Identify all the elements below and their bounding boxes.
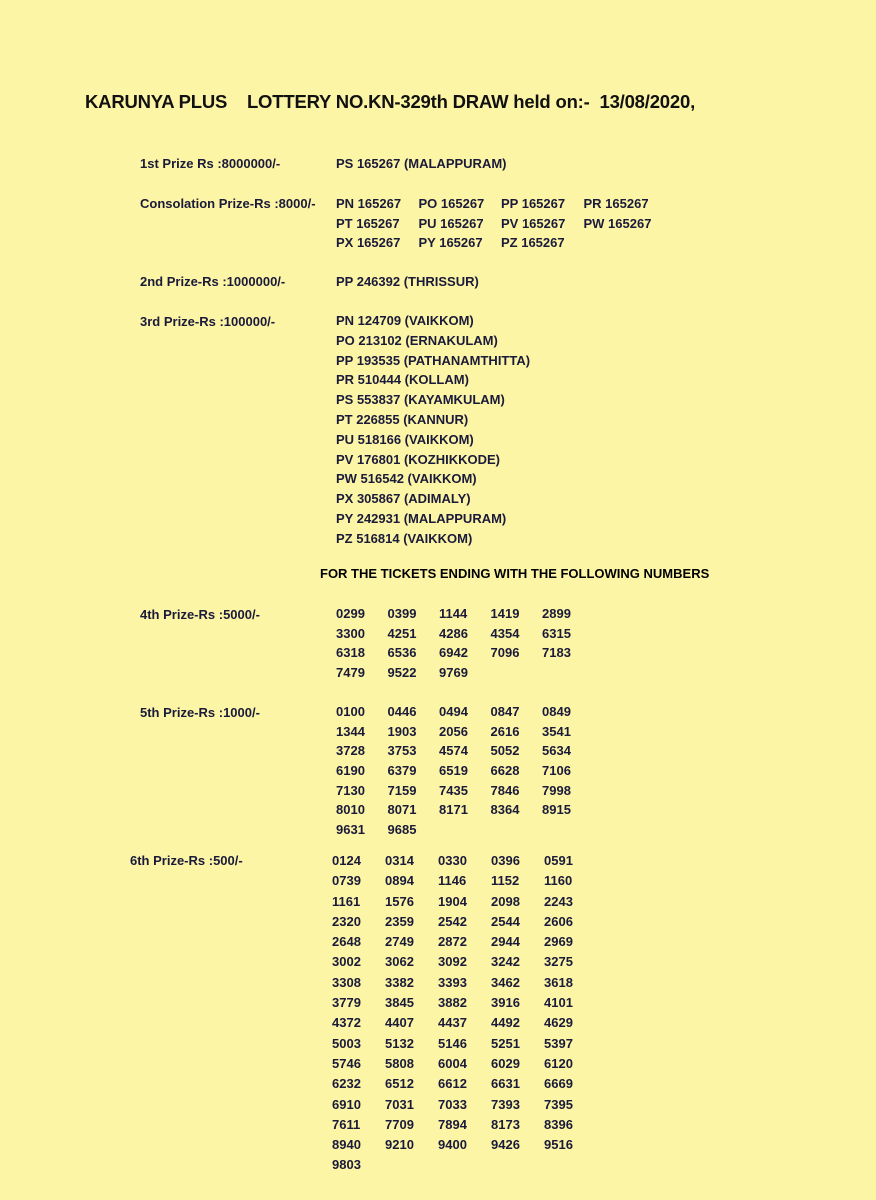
sixth-prize-number: 1576 <box>385 893 414 909</box>
fifth-prize-number: 7130 <box>336 782 365 798</box>
fourth-prize-number: 6942 <box>439 645 468 661</box>
fourth-prize-number: 1419 <box>490 606 520 621</box>
fourth-prize-number: 2899 <box>542 606 571 621</box>
sixth-prize-number: 3393 <box>438 974 467 990</box>
sixth-prize-number: 7033 <box>438 1096 467 1112</box>
consolation-ticket: PU 165267 <box>418 215 484 231</box>
third-prize-ticket: PN 124709 (VAIKKOM) <box>336 313 474 328</box>
fifth-prize-number: 2056 <box>439 723 468 739</box>
fourth-prize-number: 6318 <box>336 645 365 661</box>
sixth-prize-number: 1161 <box>332 893 361 909</box>
fifth-prize-number: 0494 <box>439 704 468 719</box>
sixth-prize-number: 0330 <box>438 853 467 868</box>
fourth-prize-number: 6315 <box>542 625 571 641</box>
third-prize-ticket: PY 242931 (MALAPPURAM) <box>336 510 507 526</box>
consolation-ticket-list <box>336 194 666 253</box>
third-prize-ticket: PU 518166 (VAIKKOM) <box>336 431 474 447</box>
sixth-prize-label: 6th Prize-Rs :500/- <box>130 853 243 868</box>
fourth-prize-number: 1144 <box>439 606 468 621</box>
sixth-prize-number: 3308 <box>332 974 361 990</box>
sixth-prize-number: 0314 <box>385 853 414 868</box>
sixth-prize-number: 5146 <box>438 1035 467 1051</box>
fifth-prize-number: 0849 <box>542 704 571 719</box>
fourth-prize-number: 4251 <box>387 625 417 641</box>
sixth-prize-number: 4492 <box>491 1015 520 1031</box>
fourth-prize-number: 7096 <box>490 645 520 661</box>
sixth-prize-number: 2542 <box>438 913 467 929</box>
sixth-prize-number: 9210 <box>385 1137 414 1153</box>
sixth-prize-number: 3618 <box>544 974 573 990</box>
fifth-prize-number: 7435 <box>439 782 468 798</box>
fifth-prize-number: 1903 <box>387 723 417 739</box>
sixth-prize-number: 4629 <box>544 1015 573 1031</box>
sixth-prize-number: 2606 <box>544 913 573 929</box>
fifth-prize-number: 7106 <box>542 763 571 779</box>
sixth-prize-number: 6004 <box>438 1055 467 1071</box>
fifth-prize-number: 1344 <box>336 723 365 739</box>
sixth-prize-number: 6669 <box>544 1076 573 1092</box>
fifth-prize-number: 6190 <box>336 763 365 779</box>
fifth-prize-number: 7159 <box>387 782 417 798</box>
third-prize-ticket: PX 305867 (ADIMALY) <box>336 491 471 507</box>
sixth-prize-number: 7395 <box>544 1096 573 1112</box>
third-prize-ticket: PW 516542 (VAIKKOM) <box>336 471 477 487</box>
sixth-prize-number: 2969 <box>544 934 573 950</box>
sixth-prize-number: 5397 <box>544 1035 573 1051</box>
sixth-prize-number: 2359 <box>385 913 414 929</box>
sixth-prize-number: 9400 <box>438 1137 467 1153</box>
consolation-ticket: PT 165267 <box>336 215 400 231</box>
second-prize-label: 2nd Prize-Rs :1000000/- <box>140 274 286 289</box>
sixth-prize-number: 6612 <box>438 1076 467 1092</box>
fifth-prize-number: 8915 <box>542 802 571 818</box>
sixth-prize-number: 5746 <box>332 1055 361 1071</box>
consolation-ticket: PX 165267 <box>336 235 401 251</box>
fourth-prize-label: 4th Prize-Rs :5000/- <box>140 607 260 622</box>
sixth-prize-number: 4407 <box>385 1015 414 1031</box>
sixth-prize-number: 3462 <box>491 974 520 990</box>
sixth-prize-number: 6120 <box>544 1055 573 1071</box>
third-prize-ticket: PP 193535 (PATHANAMTHITTA) <box>336 352 531 368</box>
sixth-prize-number: 0124 <box>332 853 361 868</box>
page-title: KARUNYA PLUS LOTTERY NO.KN-329th DRAW held on:- 13/08/2020, <box>85 91 696 112</box>
second-prize-value: PP 246392 (THRISSUR) <box>336 274 479 289</box>
fifth-prize-number: 2616 <box>490 723 520 739</box>
sixth-prize-number: 6631 <box>491 1076 520 1092</box>
ending-numbers-note: FOR THE TICKETS ENDING WITH THE FOLLOWING NUMBERS <box>320 566 710 581</box>
sixth-prize-number: 0591 <box>544 853 573 868</box>
sixth-prize-number: 0396 <box>491 853 520 868</box>
fourth-prize-number: 7479 <box>336 665 365 681</box>
sixth-prize-number: 2944 <box>491 934 520 950</box>
sixth-prize-number: 3242 <box>491 954 520 970</box>
fifth-prize-number: 5634 <box>542 743 571 759</box>
first-prize-label: 1st Prize Rs :8000000/- <box>140 156 281 171</box>
sixth-prize-number: 5808 <box>385 1055 414 1071</box>
fifth-prize-number-grid <box>336 702 594 840</box>
sixth-prize-number: 0739 <box>332 873 361 889</box>
sixth-prize-number: 2648 <box>332 934 361 950</box>
fourth-prize-number: 9522 <box>387 665 417 681</box>
fifth-prize-number: 3728 <box>336 743 365 759</box>
sixth-prize-number: 1904 <box>438 893 467 909</box>
consolation-ticket: PO 165267 <box>418 196 485 211</box>
fifth-prize-number: 4574 <box>439 743 468 759</box>
sixth-prize-number: 3002 <box>332 954 361 970</box>
sixth-prize-number: 2098 <box>491 893 520 909</box>
fifth-prize-number: 3753 <box>387 743 417 759</box>
third-prize-ticket: PO 213102 (ERNAKULAM) <box>336 332 498 348</box>
consolation-ticket: PV 165267 <box>501 215 566 231</box>
sixth-prize-number: 3092 <box>438 954 467 970</box>
fifth-prize-label: 5th Prize-Rs :1000/- <box>140 705 260 720</box>
fifth-prize-number: 0847 <box>490 704 520 719</box>
sixth-prize-number: 3845 <box>385 995 414 1011</box>
sixth-prize-number: 2544 <box>491 913 520 929</box>
sixth-prize-number: 3882 <box>438 995 467 1011</box>
sixth-prize-number: 2320 <box>332 913 361 929</box>
sixth-prize-number: 6232 <box>332 1076 361 1092</box>
third-prize-ticket: PZ 516814 (VAIKKOM) <box>336 530 473 546</box>
sixth-prize-number: 1160 <box>544 873 573 889</box>
fourth-prize-number: 3300 <box>336 625 365 641</box>
fourth-prize-number: 0399 <box>387 606 417 621</box>
sixth-prize-number: 1146 <box>438 873 467 889</box>
fifth-prize-number: 3541 <box>542 723 571 739</box>
consolation-ticket: PW 165267 <box>583 215 652 231</box>
fifth-prize-number: 0446 <box>387 704 417 719</box>
sixth-prize-number: 5132 <box>385 1035 414 1051</box>
sixth-prize-number: 6512 <box>385 1076 414 1092</box>
third-prize-ticket: PS 553837 (KAYAMKULAM) <box>336 392 505 408</box>
sixth-prize-number: 4372 <box>332 1015 361 1031</box>
fifth-prize-number: 6628 <box>490 763 520 779</box>
sixth-prize-number: 7031 <box>385 1096 414 1112</box>
third-prize-ticket: PR 510444 (KOLLAM) <box>336 372 469 388</box>
sixth-prize-number: 3779 <box>332 995 361 1011</box>
sixth-prize-number: 8940 <box>332 1137 361 1153</box>
sixth-prize-number: 5251 <box>491 1035 520 1051</box>
sixth-prize-number: 0894 <box>385 873 414 889</box>
fifth-prize-number: 7846 <box>490 782 520 798</box>
sixth-prize-number: 6910 <box>332 1096 361 1112</box>
consolation-ticket: PP 165267 <box>501 196 566 211</box>
consolation-ticket: PN 165267 <box>336 196 402 211</box>
fourth-prize-number: 9769 <box>439 665 468 681</box>
fifth-prize-number: 7998 <box>542 782 571 798</box>
sixth-prize-number: 8173 <box>491 1116 520 1132</box>
fourth-prize-number: 7183 <box>542 645 571 661</box>
sixth-prize-number: 3382 <box>385 974 414 990</box>
fourth-prize-number-grid <box>336 604 594 683</box>
sixth-prize-number: 3916 <box>491 995 520 1011</box>
sixth-prize-number: 3275 <box>544 954 573 970</box>
sixth-prize-number: 9803 <box>332 1157 361 1173</box>
consolation-ticket: PY 165267 <box>418 235 483 251</box>
sixth-prize-number: 2872 <box>438 934 467 950</box>
sixth-prize-number: 8396 <box>544 1116 573 1132</box>
fifth-prize-number: 9631 <box>336 822 365 838</box>
consolation-ticket: PZ 165267 <box>501 235 565 251</box>
fourth-prize-number: 4354 <box>490 625 520 641</box>
sixth-prize-number: 7611 <box>332 1116 361 1132</box>
third-prize-ticket-list <box>336 311 530 549</box>
fifth-prize-number: 9685 <box>387 822 417 838</box>
fifth-prize-number: 5052 <box>490 743 520 759</box>
sixth-prize-number: 4437 <box>438 1015 467 1031</box>
third-prize-ticket: PV 176801 (KOZHIKKODE) <box>336 451 500 467</box>
fifth-prize-number: 8171 <box>439 802 468 818</box>
sixth-prize-number: 7709 <box>385 1116 414 1132</box>
fifth-prize-number: 0100 <box>336 704 365 719</box>
sixth-prize-number: 1152 <box>491 873 520 889</box>
sixth-prize-number: 2243 <box>544 893 573 909</box>
consolation-prize-label: Consolation Prize-Rs :8000/- <box>140 196 316 211</box>
sixth-prize-number: 7894 <box>438 1116 467 1132</box>
consolation-ticket: PR 165267 <box>583 196 649 211</box>
fourth-prize-number: 0299 <box>336 606 365 621</box>
fifth-prize-number: 8364 <box>490 802 520 818</box>
first-prize-value: PS 165267 (MALAPPURAM) <box>336 156 507 171</box>
fifth-prize-number: 8071 <box>387 802 417 818</box>
sixth-prize-number: 6029 <box>491 1055 520 1071</box>
sixth-prize-number: 5003 <box>332 1035 361 1051</box>
fifth-prize-number: 6379 <box>387 763 417 779</box>
fourth-prize-number: 4286 <box>439 625 468 641</box>
fourth-prize-number: 6536 <box>387 645 417 661</box>
fifth-prize-number: 6519 <box>439 763 468 779</box>
fifth-prize-number: 8010 <box>336 802 365 818</box>
sixth-prize-number: 3062 <box>385 954 414 970</box>
third-prize-label: 3rd Prize-Rs :100000/- <box>140 314 276 329</box>
sixth-prize-number: 2749 <box>385 934 414 950</box>
sixth-prize-number: 7393 <box>491 1096 520 1112</box>
third-prize-ticket: PT 226855 (KANNUR) <box>336 411 469 427</box>
sixth-prize-number: 4101 <box>544 995 573 1011</box>
sixth-prize-number: 9426 <box>491 1137 520 1153</box>
sixth-prize-number-grid <box>332 851 597 1176</box>
sixth-prize-number: 9516 <box>544 1137 573 1153</box>
